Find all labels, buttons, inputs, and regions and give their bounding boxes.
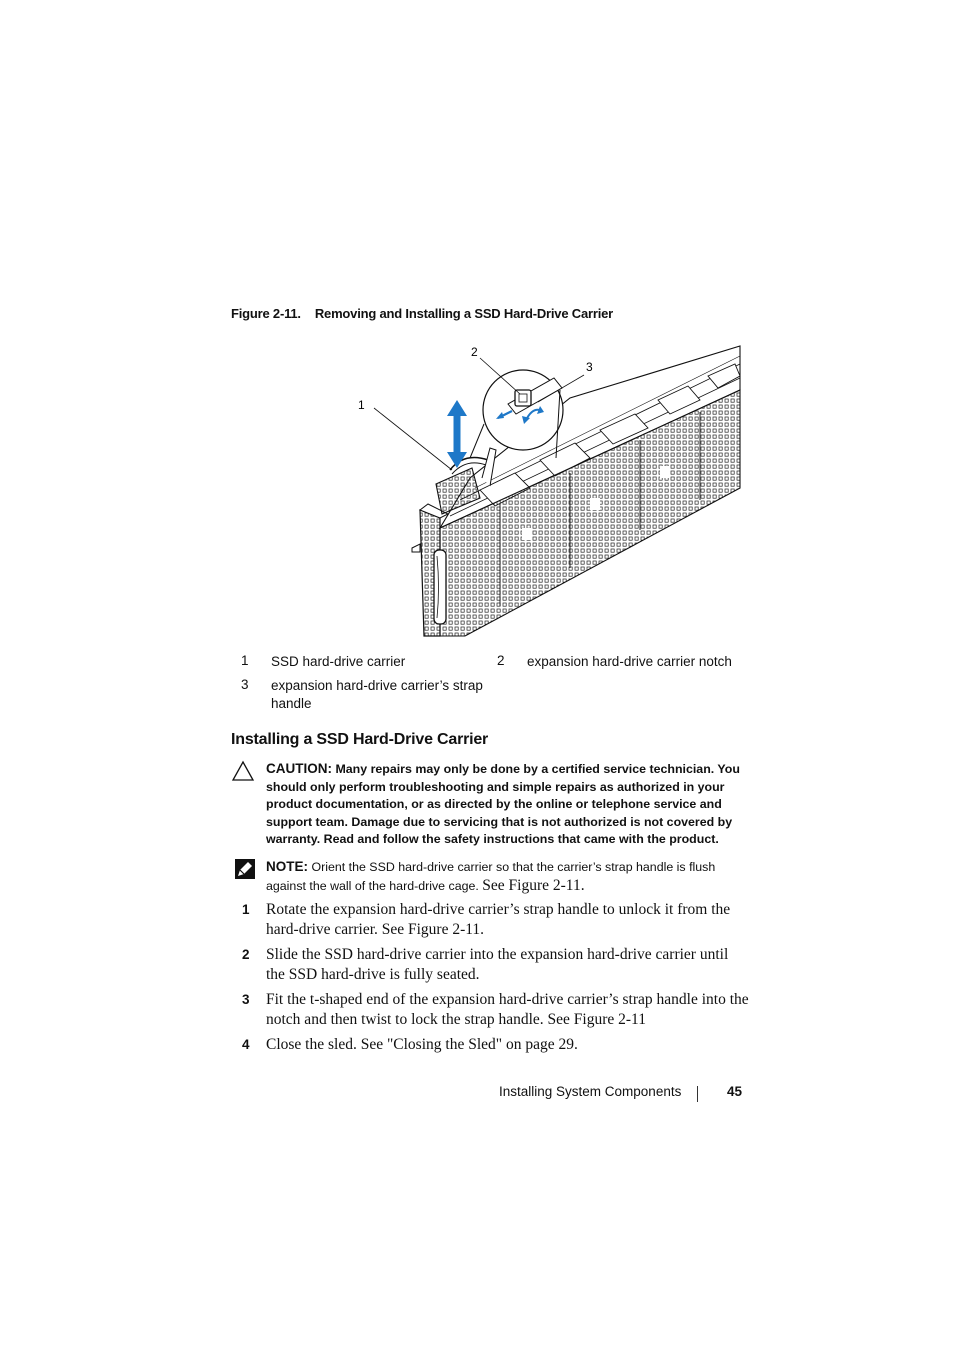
legend-number: 3: [241, 677, 249, 692]
step-number: 4: [242, 1037, 250, 1052]
step: [231, 1035, 751, 1055]
note-text: Orient the SSD hard-drive carrier so that the carrier’s strap handle is flush against the wall of the hard-drive cage.: [266, 860, 716, 893]
ssd-carrier-illustration: [340, 338, 744, 638]
legend-number: 2: [497, 653, 505, 668]
section-title: Installing a SSD Hard-Drive Carrier: [231, 731, 489, 748]
note-reference: See Figure 2-11.: [482, 876, 585, 894]
step-number: 3: [242, 992, 250, 1007]
legend-text: expansion hard-drive carrier notch: [527, 654, 732, 669]
step-number: 1: [242, 902, 250, 917]
figure-caption: [231, 306, 613, 321]
page-number: 45: [727, 1084, 743, 1099]
note-label: NOTE:: [266, 859, 308, 874]
step-text: Close the sled. See "Closing the Sled" on page 29.: [266, 1036, 578, 1053]
legend-number: 1: [241, 653, 249, 668]
procedure-steps: [231, 900, 751, 1060]
caution-label: CAUTION:: [266, 761, 332, 776]
callout-1: 1: [358, 398, 365, 412]
figure-number: Figure 2-11.: [231, 306, 301, 321]
callout-2: 2: [471, 345, 478, 359]
note-icon: [234, 858, 256, 880]
callout-3: 3: [586, 360, 593, 374]
step: [231, 900, 751, 940]
legend-text: SSD hard-drive carrier: [271, 654, 406, 669]
footer-divider: [697, 1086, 698, 1102]
footer-section: Installing System Components: [499, 1084, 682, 1099]
note-notice: [266, 858, 746, 895]
step-number: 2: [242, 947, 250, 962]
legend-row: [231, 676, 751, 711]
figure-title: Removing and Installing a SSD Hard-Drive Carrier: [314, 306, 614, 321]
step-text: Rotate the expansion hard-drive carrier’s strap handle to unlock it from the hard-drive carrier. See Figure 2-11.: [266, 901, 731, 938]
figure-legend: [231, 652, 751, 711]
step: [231, 990, 751, 1030]
step: [231, 945, 751, 985]
caution-text: Many repairs may only be done by a certified service technician. You should only perform troubleshooting and simple repairs as authorized in your product documentation, or as directed by the online or telephone service and support team. Damage due to servicing that is not authorized is not covered by warranty. Read and follow the safety instructions that came with the product.: [266, 762, 740, 847]
step-text: Fit the t-shaped end of the expansion hard-drive carrier’s strap handle into the notch and then twist to lock the strap handle. See Figure 2-11: [266, 991, 749, 1028]
caution-icon: [231, 760, 255, 782]
legend-text: expansion hard-drive carrier’s strap handle: [271, 678, 483, 711]
caution-notice: [266, 760, 746, 849]
step-text: Slide the SSD hard-drive carrier into the expansion hard-drive carrier until the SSD hard-drive is fully seated.: [266, 946, 729, 983]
legend-row: [231, 652, 751, 676]
